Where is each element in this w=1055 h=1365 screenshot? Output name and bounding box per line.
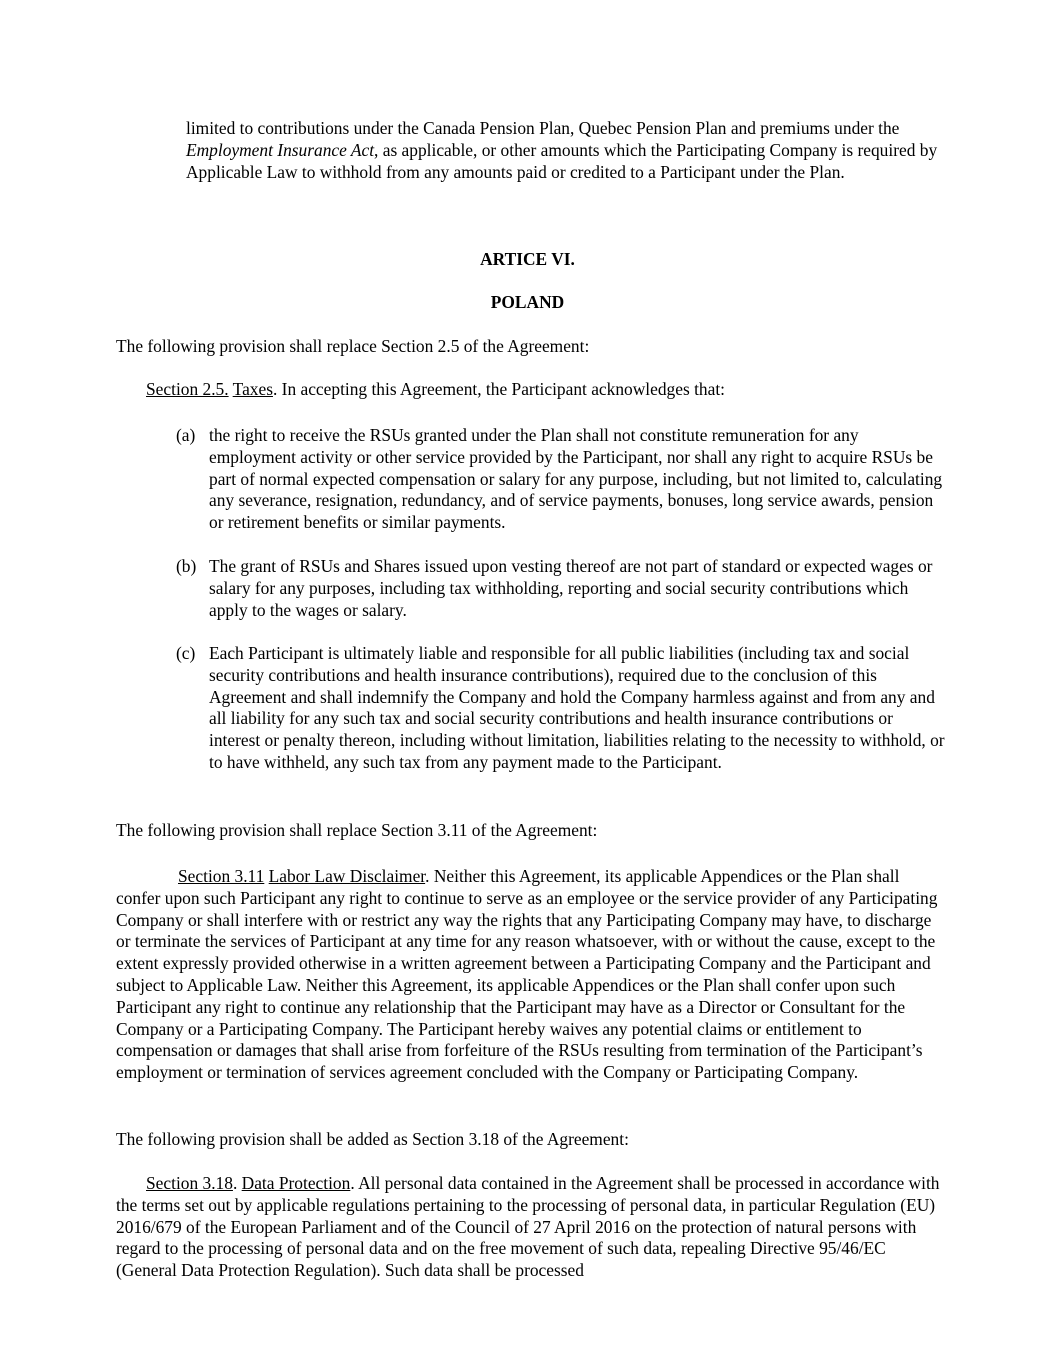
list-item-text: The grant of RSUs and Shares issued upon vesting thereof are not part of standard or expected wages or salary for any purposes, including tax withholding, reporting and social security contributions which apply to the wages or salary. bbox=[209, 556, 933, 620]
intro-section-3-18: The following provision shall be added as Section 3.18 of the Agreement: bbox=[116, 1129, 629, 1149]
list-item-text: the right to receive the RSUs granted under the Plan shall not constitute remuneration for any employment activity or other service provided by the Participant, nor shall any right to acquire RSUs be part of normal expected compensation or salary for any purpose, including, but not limited to, calculating any severance, resignation, redundancy, and of service payments, bonuses, long service awards, pension or retirement benefits or similar payments. bbox=[209, 425, 943, 533]
list-item-label: (b) bbox=[176, 556, 197, 576]
employment-insurance-act-reference: Employment Insurance Act bbox=[186, 139, 375, 160]
intro-section-2-5: The following provision shall replace Section 2.5 of the Agreement: bbox=[116, 336, 590, 356]
section-2-5-title: Taxes bbox=[232, 379, 273, 399]
list-item-label: (c) bbox=[176, 643, 196, 663]
intro-section-3-11: The following provision shall replace Section 3.11 of the Agreement: bbox=[116, 820, 598, 840]
article-country: POLAND bbox=[490, 292, 565, 312]
section-3-18 bbox=[116, 1173, 946, 1282]
article-title: ARTICE VI. bbox=[480, 249, 575, 269]
list-item-label: (a) bbox=[176, 425, 196, 445]
section-2-5-text: . In accepting this Agreement, the Participant acknowledges that: bbox=[272, 379, 725, 399]
section-3-11-number: Section 3.11 bbox=[178, 866, 265, 886]
section-3-18-title: Data Protection bbox=[241, 1173, 351, 1193]
list-item-b bbox=[176, 556, 946, 621]
list-item-text: Each Participant is ultimately liable and responsible for all public liabilities (including tax and social security contributions and health insurance contributions), required due to the conclusion of this Agreement and shall indemnify the Company and hold the Company harmless against and from any and all liability for any such tax and social security contributions and health insurance contributions or interest or penalty thereon, including without limitation, liabilities relating to the necessity to withhold, or to have withheld, any such tax from any payment made to the Participant. bbox=[209, 643, 945, 772]
section-3-18-text: . All personal data contained in the Agreement shall be processed in accordance with the terms set out by applicable regulations pertaining to the processing of personal data, in particular Regulation (EU) 2016/679 of the European Parliament and of the Council of 27 April 2016 on the protection of natural persons with regard to the processing of personal data and on the free movement of such data, repealing Directive 95/46/EC (General Data Protection Regulation). Such data shall be processed bbox=[116, 1173, 940, 1281]
top-paragraph-text-continued: , as applicable, or other amounts which the Participating Company is required by Applicable Law to withhold from any amounts paid or credited to a Participant under the Plan. bbox=[186, 139, 938, 182]
top-paragraph bbox=[186, 118, 946, 183]
list-item-c bbox=[176, 643, 946, 774]
section-3-11 bbox=[116, 866, 946, 1084]
top-paragraph-text: limited to contributions under the Canada Pension Plan, Quebec Pension Plan and premiums under the bbox=[186, 118, 900, 138]
section-3-11-text: . Neither this Agreement, its applicable Appendices or the Plan shall confer upon such Participant any right to continue to serve as an employee or the service provider of any Participating Company or shall interfere with or restrict any way the rights that any Participating Company may have, to discharge or terminate the services of Participant at any time for any reason whatsoever, with or without the cause, except to the extent expressly provided otherwise in a written agreement between a Participating Company and the Participant and subject to Applicable Law. Neither this Agreement, its applicable Appendices or the Plan shall confer upon such Participant any right to continue any relationship that the Participant may have as a Director or Consultant for the Company or a Participating Company. The Participant hereby waives any potential claims or entitlement to compensation or damages that shall arise from forfeiture of the RSUs resulting from termination of the Participant’s employment or termination of services agreement concluded with the Company or Participating Company. bbox=[116, 866, 938, 1083]
section-3-11-title: Labor Law Disclaimer bbox=[268, 866, 426, 886]
section-3-18-number: Section 3.18 bbox=[146, 1173, 233, 1193]
section-2-5-number: Section 2.5. bbox=[146, 379, 229, 399]
section-2-5 bbox=[146, 379, 946, 401]
list-item-a bbox=[176, 425, 946, 534]
section-3-18-separator: . bbox=[232, 1173, 242, 1193]
